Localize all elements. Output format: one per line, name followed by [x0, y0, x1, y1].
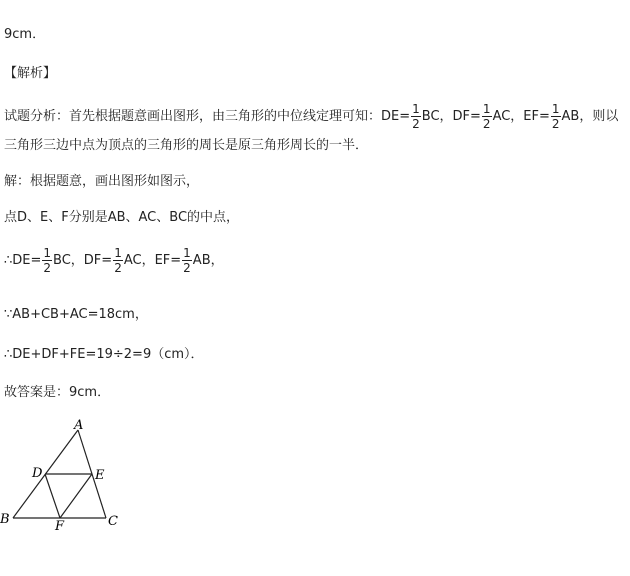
fraction-denominator: 2 [114, 261, 122, 275]
fraction-numerator: 1 [43, 246, 52, 260]
label-b: B [0, 512, 10, 527]
section-title: 【解析】 [4, 66, 57, 81]
solution-line-4: ∵AB+CB+AC=18cm， [4, 307, 148, 322]
analysis-line-2: 三角形三边中点为顶点的三角形的周长是原三角形周长的一半． [4, 138, 369, 153]
triangle-figure [0, 412, 140, 536]
fraction-half [551, 103, 561, 130]
analysis-text: AC，EF= [492, 109, 550, 124]
fraction-numerator: 1 [114, 246, 122, 260]
fraction-numerator: 1 [551, 102, 560, 116]
fraction-numerator: 1 [183, 246, 191, 260]
solution-text: BC，DF= [53, 253, 113, 268]
label-e: E [95, 468, 105, 483]
solution-text: AB， [192, 253, 224, 268]
segment-ef [60, 474, 92, 518]
analysis-text: BC，DF= [421, 109, 481, 124]
solution-line-5: ∴DE+DF+FE=19÷2=9（cm）． [4, 347, 204, 362]
solution-line-2: 点D、E、F分别是AB、AC、BC的中点， [4, 210, 240, 225]
solution-text: ∴DE= [4, 253, 42, 268]
analysis-text: AB，则以 [561, 109, 619, 124]
fraction-denominator: 2 [551, 117, 560, 131]
fraction-denominator: 2 [43, 261, 52, 275]
fraction-half [182, 247, 192, 274]
fraction-denominator: 2 [183, 261, 191, 275]
fraction-numerator: 1 [412, 102, 420, 116]
fraction-denominator: 2 [412, 117, 420, 131]
solution-text: AC，EF= [123, 253, 182, 268]
segment-df [45, 474, 60, 518]
fraction-half [411, 103, 421, 130]
fraction-half [42, 247, 52, 274]
fraction-numerator: 1 [482, 102, 491, 116]
fraction-half [482, 103, 492, 130]
solution-line-3 [4, 247, 224, 274]
label-d: D [32, 466, 43, 481]
fraction-half [113, 247, 123, 274]
analysis-line-1 [4, 103, 618, 130]
label-c: C [108, 514, 118, 529]
fraction-denominator: 2 [482, 117, 491, 131]
label-f: F [55, 519, 65, 534]
analysis-text: 试题分析：首先根据题意画出图形，由三角形的中位线定理可知：DE= [4, 109, 411, 124]
solution-line-6: 故答案是：9cm． [4, 385, 111, 400]
label-a: A [74, 418, 84, 433]
answer-fragment: 9cm． [4, 27, 46, 42]
solution-line-1: 解：根据题意，画出图形如图示， [4, 174, 200, 189]
